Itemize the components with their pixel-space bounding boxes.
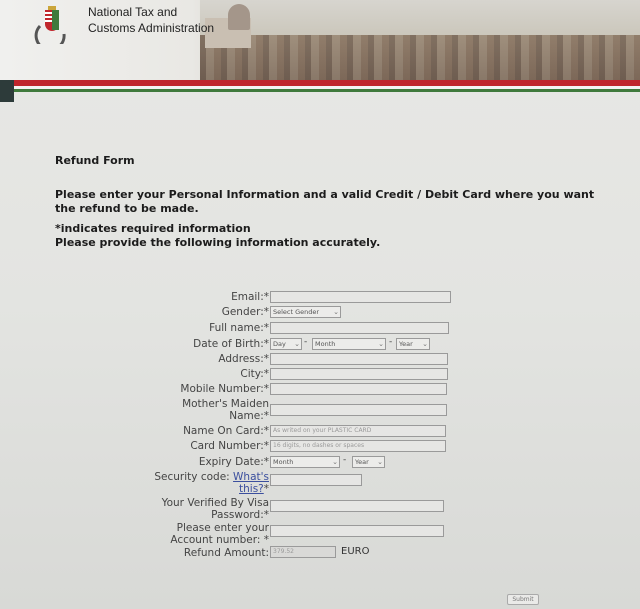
maiden-name-label-line-2: Name:* (229, 410, 269, 422)
expiry-year-value: Year (355, 458, 369, 466)
fullname-input[interactable] (270, 322, 449, 334)
expiry-year-select[interactable] (352, 456, 385, 468)
maiden-name-input[interactable] (270, 404, 447, 416)
instructions-text: Please enter your Personal Information and a valid Credit / Debit Card where you want the refund to be made. (55, 188, 595, 215)
fullname-label: Full name:* (209, 322, 269, 334)
chevron-down-icon: ⌄ (332, 458, 338, 466)
header-banner (0, 0, 640, 92)
accuracy-note: Please provide the following information accurately. (55, 236, 381, 249)
whats-this-link-line-2[interactable]: this? (239, 483, 264, 495)
dob-year-select[interactable] (396, 338, 430, 350)
account-number-input[interactable] (270, 525, 444, 537)
chevron-down-icon: ⌄ (333, 308, 339, 316)
name-on-card-label: Name On Card:* (183, 425, 269, 437)
chevron-down-icon: ⌄ (422, 340, 428, 348)
header-corner (0, 80, 14, 102)
city-input[interactable] (270, 368, 448, 380)
gender-select[interactable] (270, 306, 341, 318)
mobile-label: Mobile Number:* (180, 383, 269, 395)
city-label: City:* (240, 368, 269, 380)
org-name-line-1: National Tax and (88, 5, 178, 19)
chevron-down-icon: ⌄ (378, 340, 384, 348)
maiden-name-label-line-1: Mother's Maiden (182, 398, 269, 410)
dob-label: Date of Birth:* (193, 338, 269, 350)
address-label: Address:* (218, 353, 269, 365)
dob-month-value: Month (315, 340, 336, 348)
vbv-password-label-line-1: Your Verified By Visa (161, 497, 269, 509)
security-code-label (154, 471, 269, 483)
account-number-label-line-2: Account number: * (170, 534, 269, 546)
required-note: *indicates required information (55, 222, 251, 235)
expiry-date-label: Expiry Date:* (198, 456, 269, 468)
gender-label: Gender:* (221, 306, 269, 318)
dob-year-value: Year (399, 340, 413, 348)
organization-name (88, 4, 214, 36)
dob-day-value: Day (273, 340, 286, 348)
coat-of-arms-logo-icon (34, 4, 72, 44)
name-on-card-input[interactable]: As writed on your PLASTIC CARD (270, 425, 446, 437)
vbv-password-label-line-2: Password:* (211, 509, 269, 521)
mobile-input[interactable] (270, 383, 447, 395)
chevron-down-icon: ⌄ (377, 458, 383, 466)
email-label: Email:* (231, 291, 269, 303)
city-panorama-image (200, 35, 640, 80)
dob-day-select[interactable] (270, 338, 302, 350)
card-number-input[interactable]: 16 digits, no dashes or spaces (270, 440, 446, 452)
gender-select-value: Select Gender (273, 308, 320, 316)
dob-separator: - (389, 337, 393, 347)
chevron-down-icon: ⌄ (294, 340, 300, 348)
expiry-separator: - (343, 455, 347, 465)
form-title: Refund Form (55, 154, 135, 167)
address-input[interactable] (270, 353, 448, 365)
whats-this-link[interactable]: What's (233, 471, 269, 483)
org-name-line-2: Customs Administration (88, 21, 215, 35)
required-star: * (263, 483, 269, 495)
security-code-input[interactable] (270, 474, 362, 486)
dob-separator: - (304, 337, 308, 347)
currency-label: EURO (341, 546, 370, 557)
flag-stripe-green (14, 89, 640, 92)
parliament-dome-image (228, 4, 250, 30)
expiry-month-select[interactable] (270, 456, 340, 468)
submit-button[interactable]: Submit (507, 594, 539, 605)
email-input[interactable] (270, 291, 451, 303)
refund-amount-field: 379.52 (270, 546, 336, 558)
expiry-month-value: Month (273, 458, 294, 466)
card-number-label: Card Number:* (190, 440, 269, 452)
dob-month-select[interactable] (312, 338, 386, 350)
security-code-label-line-2 (239, 483, 269, 495)
refund-amount-label: Refund Amount: (183, 547, 269, 559)
vbv-password-input[interactable] (270, 500, 444, 512)
account-number-label-line-1: Please enter your (176, 522, 269, 534)
security-code-label-text: Security code: (154, 471, 230, 483)
